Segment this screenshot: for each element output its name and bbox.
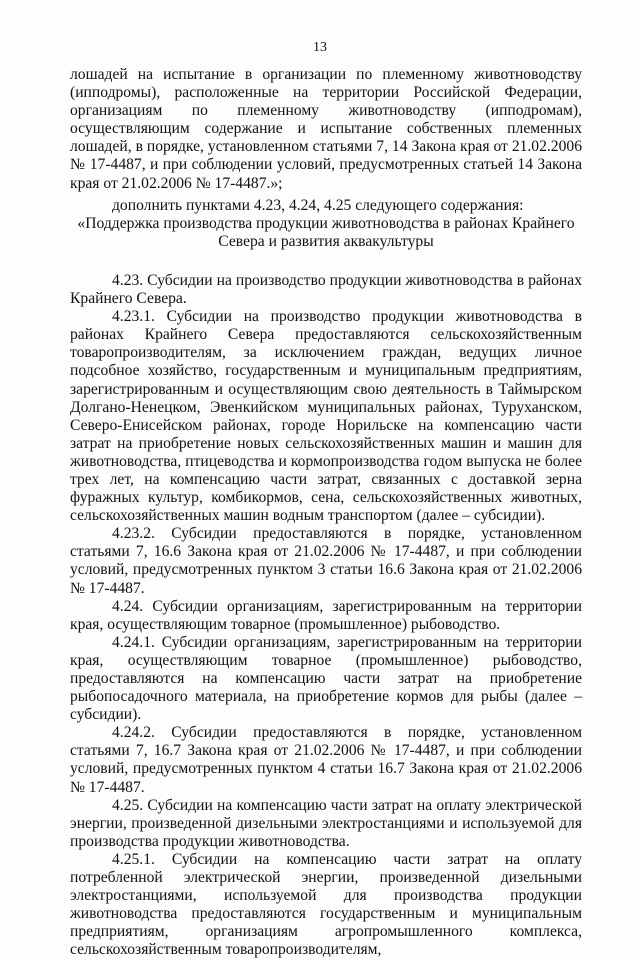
section-heading: «Поддержка производства продукции животноводства в районах Крайнего Севера и развития аквакультуры <box>77 214 575 250</box>
page-number: 13 <box>313 40 327 55</box>
paragraph-4-23-2: 4.23.2. Субсидии предоставляются в порядке, установленном статьями 7, 16.6 Закона края от 21.02.2006 № 17-4487, и при соблюдении условий, предусмотренных пунктом 3 статьи 16.6 Закона края от 21.02.2006 № 17-4487. <box>70 525 582 597</box>
paragraph-4-25-1: 4.25.1. Субсидии на компенсацию части затрат на оплату потребленной электрической энергии, произведенной дизельными электростанциями, используемой для производства продукции животноводства предоставляются государственным и муниципальным предприятиям, организациям агропромышленного комплекса, сельскохозяйственным товаропроизводителям, <box>70 850 582 959</box>
document-body <box>70 66 582 960</box>
paragraph-4-24-1: 4.24.1. Субсидии организациям, зарегистрированным на территории края, осуществляющим товарное (промышленное) рыбоводство, предоставляются на компенсацию части затрат на приобретение рыбопосадочного материала, на приобретение кормов для рыбы (далее – субсидии). <box>70 633 582 724</box>
paragraph-4-25: 4.25. Субсидии на компенсацию части затрат на оплату электрической энергии, произведенной дизельными электростанциями и используемой для производства продукции животноводства. <box>70 796 582 850</box>
paragraph-continuation: лошадей на испытание в организации по племенному животноводству (ипподромы), расположенные на территории Российской Федерации, организациям по племенному животноводству (ипподромам), осуществляющим содержание и испытание собственных племенных лошадей, в порядке, установленном статьями 7, 14 Закона края от 21.02.2006 № 17-4487, и при соблюдении условий, предусмотренных статьей 14 Закона края от 21.02.2006 № 17-4487.»; <box>70 66 582 192</box>
paragraph-4-24-2: 4.24.2. Субсидии предоставляются в порядке, установленном статьями 7, 16.7 Закона края от 21.02.2006 № 17-4487, и при соблюдении условий, предусмотренных пунктом 4 статьи 16.7 Закона края от 21.02.2006 № 17-4487. <box>70 724 582 796</box>
paragraph-4-23-1: 4.23.1. Субсидии на производство продукции животноводства в районах Крайнего Севера предоставляются сельскохозяйственным товаропроизводителям, за исключением граждан, ведущих личное подсобное хозяйство, государственным и муниципальным предприятиям, зарегистрированным и осуществляющим свою деятельность в Таймырском Долгано-Ненецком, Эвенкийском муниципальных районах, Туруханском, Северо-Енисейском районах, городе Норильске на компенсацию части затрат на приобретение новых сельскохозяйственных машин и машин для животноводства, птицеводства и кормопроизводства годом выпуска не более трех лет, на компенсацию части затрат, связанных с доставкой зерна фуражных культур, комбикормов, сена, сельскохозяйственных животных, сельскохозяйственных машин водным транспортом (далее – субсидии). <box>70 308 582 525</box>
paragraph-amendment-intro: дополнить пунктами 4.23, 4.24, 4.25 следующего содержания: <box>112 196 524 214</box>
paragraph-4-23: 4.23. Субсидии на производство продукции животноводства в районах Крайнего Севера. <box>70 271 582 308</box>
paragraph-4-24: 4.24. Субсидии организациям, зарегистрированным на территории края, осуществляющим товарное (промышленное) рыбоводство. <box>70 597 582 633</box>
